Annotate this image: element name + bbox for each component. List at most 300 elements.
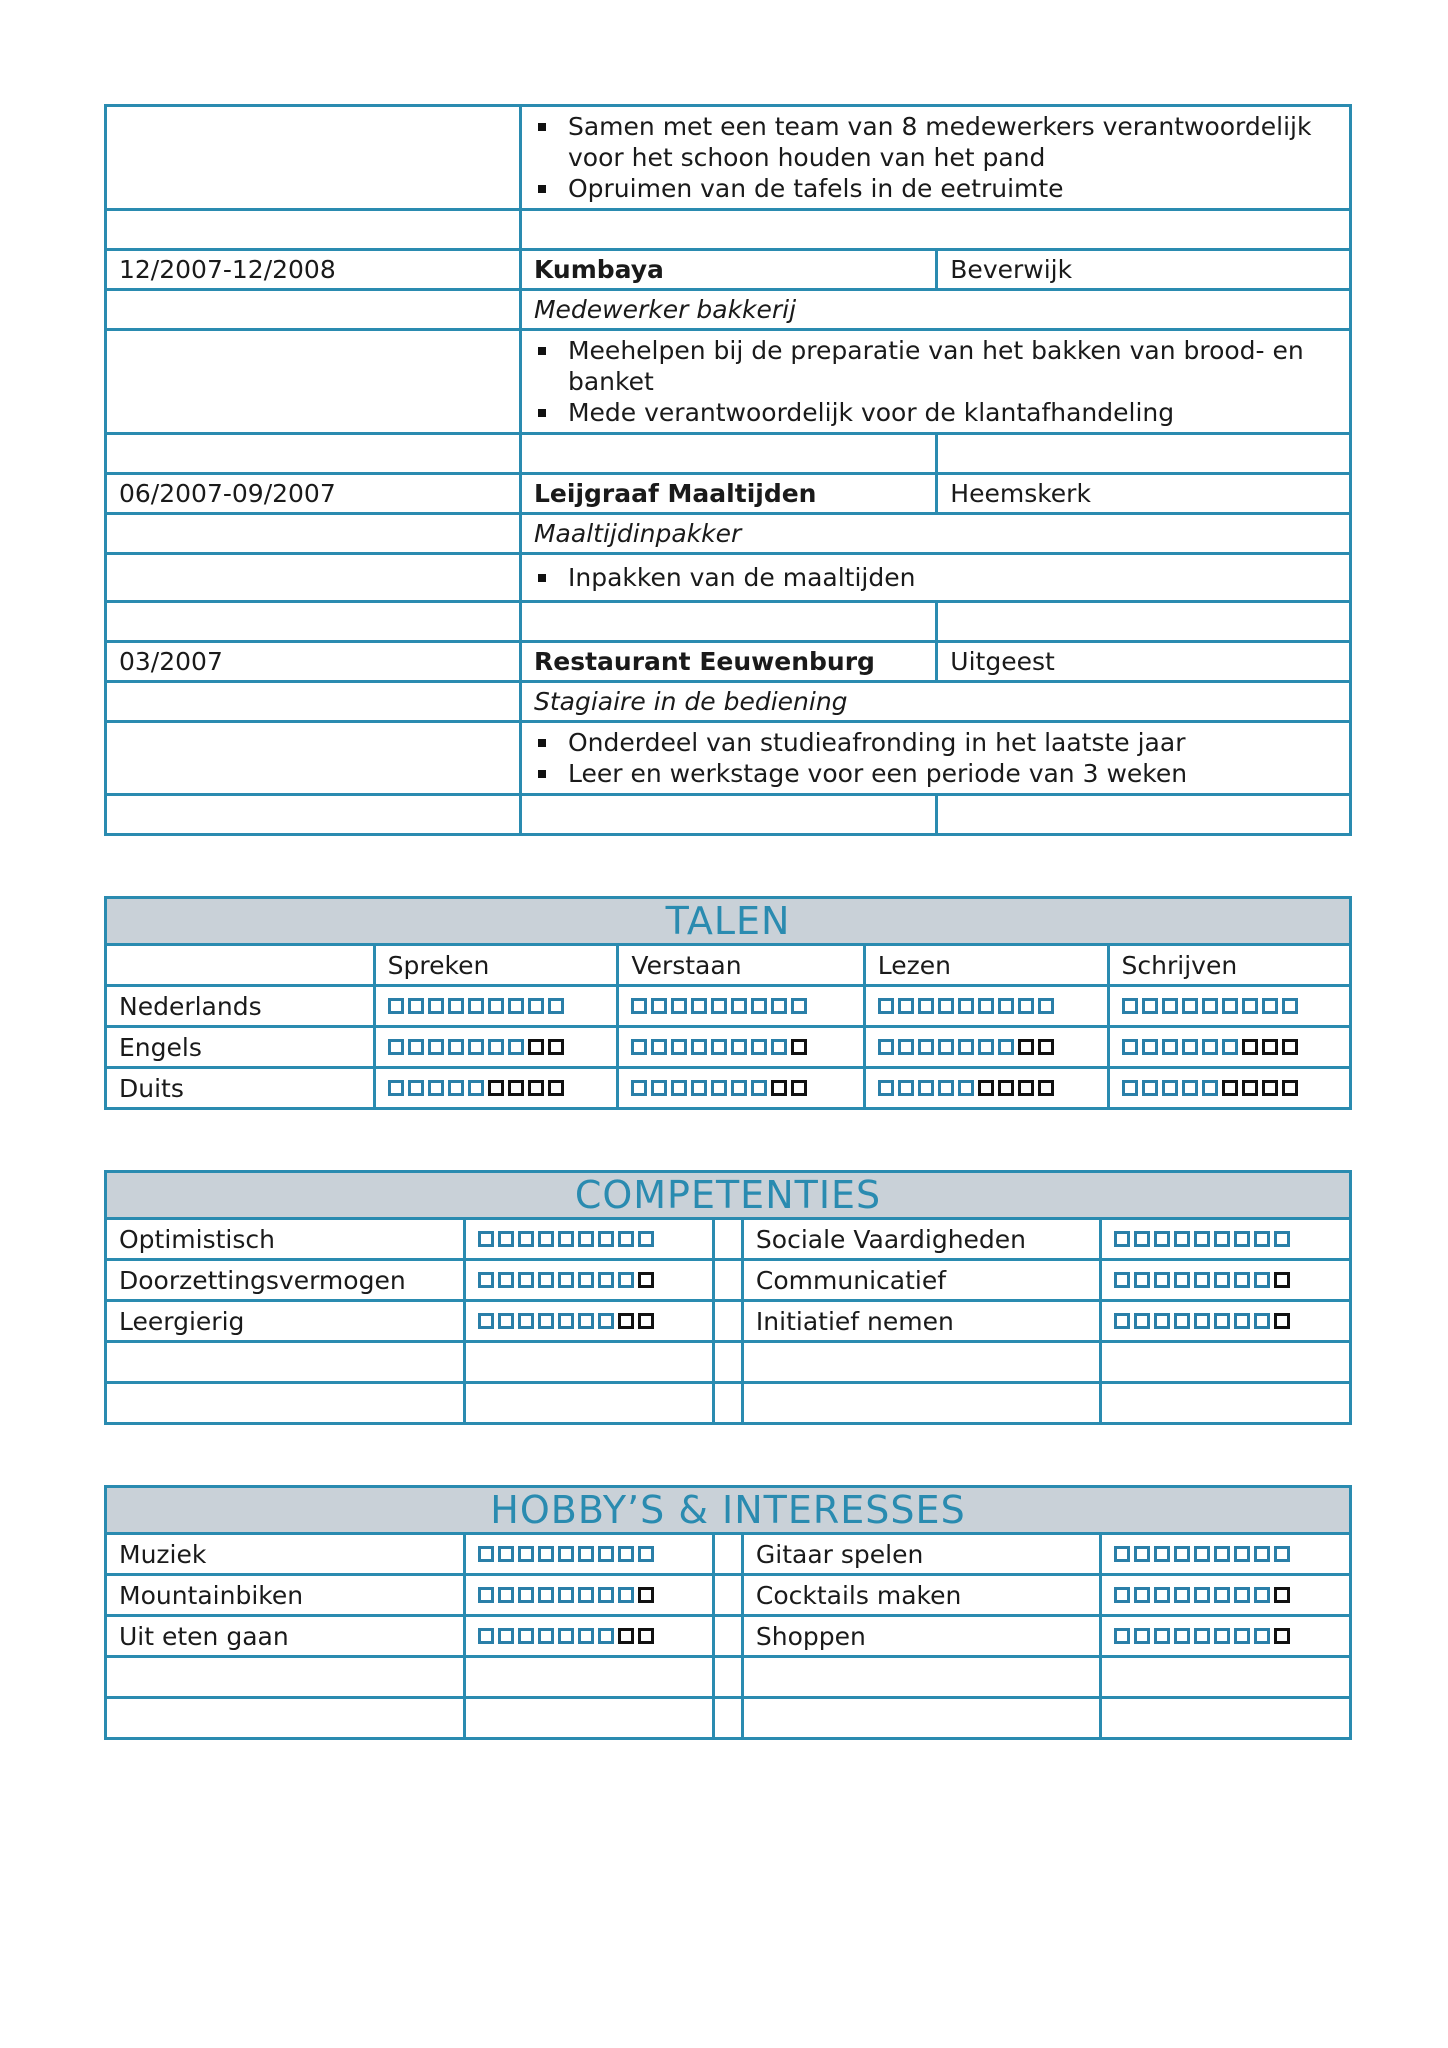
empty-cell xyxy=(1101,1657,1351,1698)
item-name: Gitaar spelen xyxy=(742,1534,1101,1575)
job-role: Medewerker bakkerij xyxy=(520,290,1350,330)
filled-square-icon xyxy=(478,1546,494,1562)
filled-square-icon xyxy=(428,1080,444,1096)
empty-cell xyxy=(1101,1698,1351,1739)
filled-square-icon xyxy=(1222,998,1238,1014)
filled-square-icon xyxy=(671,1080,687,1096)
skill-level-cell xyxy=(1101,1260,1351,1301)
filled-square-icon xyxy=(1134,1628,1150,1644)
item-name: Initiatief nemen xyxy=(742,1301,1101,1342)
task-list xyxy=(534,562,1337,593)
filled-square-icon xyxy=(498,1587,514,1603)
empty-row xyxy=(106,1342,1351,1383)
empty-cell xyxy=(106,602,521,642)
filled-square-icon xyxy=(938,1039,954,1055)
filled-square-icon xyxy=(1274,1546,1290,1562)
filled-square-icon xyxy=(598,1546,614,1562)
filled-square-icon xyxy=(1134,1546,1150,1562)
empty-square-icon xyxy=(771,1080,787,1096)
filled-square-icon xyxy=(478,1628,494,1644)
job-period: 06/2007-09/2007 xyxy=(106,474,521,514)
filled-square-icon xyxy=(1162,1039,1178,1055)
competentie-header-row xyxy=(106,1172,1351,1219)
filled-square-icon xyxy=(538,1313,554,1329)
filled-square-icon xyxy=(1134,1313,1150,1329)
empty-cell xyxy=(742,1698,1101,1739)
filled-square-icon xyxy=(1018,998,1034,1014)
job-tasks xyxy=(520,554,1350,602)
filled-square-icon xyxy=(558,1628,574,1644)
cv-page xyxy=(104,104,1352,1740)
filled-square-icon xyxy=(731,1039,747,1055)
filled-square-icon xyxy=(1214,1231,1230,1247)
job-header-row xyxy=(106,642,1351,682)
skill-rating xyxy=(1122,1080,1337,1096)
filled-square-icon xyxy=(1134,1272,1150,1288)
filled-square-icon xyxy=(1254,1546,1270,1562)
skill-rating xyxy=(388,998,605,1014)
empty-square-icon xyxy=(1274,1628,1290,1644)
empty-cell xyxy=(106,106,521,210)
job-bullets-row xyxy=(106,722,1351,795)
filled-square-icon xyxy=(791,998,807,1014)
filled-square-icon xyxy=(1154,1628,1170,1644)
empty-square-icon xyxy=(528,1080,544,1096)
filled-square-icon xyxy=(1234,1587,1250,1603)
empty-square-icon xyxy=(791,1080,807,1096)
filled-square-icon xyxy=(598,1313,614,1329)
task-list xyxy=(534,335,1337,428)
filled-square-icon xyxy=(751,1080,767,1096)
spacer-row xyxy=(106,602,1351,642)
filled-square-icon xyxy=(638,1546,654,1562)
filled-square-icon xyxy=(1254,1587,1270,1603)
filled-square-icon xyxy=(1234,1313,1250,1329)
filled-square-icon xyxy=(448,1080,464,1096)
filled-square-icon xyxy=(518,1587,534,1603)
filled-square-icon xyxy=(388,1039,404,1055)
filled-square-icon xyxy=(1114,1272,1130,1288)
column-header: Schrijven xyxy=(1108,945,1350,986)
empty-cell xyxy=(106,682,521,722)
empty-square-icon xyxy=(638,1272,654,1288)
language-row xyxy=(106,1068,1351,1109)
filled-square-icon xyxy=(478,1587,494,1603)
filled-square-icon xyxy=(691,1080,707,1096)
task-item: Samen met een team van 8 medewerkers verantwoordelijk voor het schoon houden van het pand xyxy=(568,111,1337,173)
skill-rating xyxy=(631,998,850,1014)
skill-level-cell xyxy=(374,986,618,1027)
job-bullets-row xyxy=(106,330,1351,434)
filled-square-icon xyxy=(518,1272,534,1288)
divider-cell xyxy=(714,1219,743,1260)
skill-level-cell xyxy=(618,1027,864,1068)
empty-cell xyxy=(106,722,521,795)
hobby-header-row xyxy=(106,1487,1351,1534)
filled-square-icon xyxy=(1282,998,1298,1014)
item-name: Shoppen xyxy=(742,1616,1101,1657)
empty-row xyxy=(106,1698,1351,1739)
filled-square-icon xyxy=(478,1272,494,1288)
filled-square-icon xyxy=(751,998,767,1014)
filled-square-icon xyxy=(618,1231,634,1247)
filled-square-icon xyxy=(618,1587,634,1603)
job-role: Maaltijdinpakker xyxy=(520,514,1350,554)
skill-level-cell xyxy=(864,1027,1108,1068)
skill-level-cell xyxy=(618,986,864,1027)
empty-cell xyxy=(714,1383,743,1424)
skill-level-cell xyxy=(1101,1534,1351,1575)
filled-square-icon xyxy=(1194,1628,1210,1644)
task-item: Onderdeel van studieafronding in het laatste jaar xyxy=(568,727,1337,758)
empty-square-icon xyxy=(1274,1272,1290,1288)
filled-square-icon xyxy=(1038,998,1054,1014)
item-name: Cocktails maken xyxy=(742,1575,1101,1616)
empty-cell xyxy=(520,434,936,474)
filled-square-icon xyxy=(1174,1546,1190,1562)
skill-level-cell xyxy=(464,1301,714,1342)
skill-level-cell xyxy=(464,1534,714,1575)
filled-square-icon xyxy=(651,1080,667,1096)
filled-square-icon xyxy=(731,998,747,1014)
task-item: Opruimen van de tafels in de eetruimte xyxy=(568,173,1337,204)
divider-cell xyxy=(714,1534,743,1575)
job-place: Beverwijk xyxy=(937,250,1351,290)
skill-rating xyxy=(1122,1039,1337,1055)
skill-level-cell xyxy=(864,1068,1108,1109)
empty-cell xyxy=(106,795,521,835)
filled-square-icon xyxy=(898,1039,914,1055)
filled-square-icon xyxy=(578,1313,594,1329)
filled-square-icon xyxy=(578,1546,594,1562)
filled-square-icon xyxy=(631,998,647,1014)
filled-square-icon xyxy=(878,1080,894,1096)
filled-square-icon xyxy=(448,998,464,1014)
filled-square-icon xyxy=(1122,1039,1138,1055)
filled-square-icon xyxy=(1214,1313,1230,1329)
filled-square-icon xyxy=(388,998,404,1014)
filled-square-icon xyxy=(498,1546,514,1562)
task-item: Meehelpen bij de preparatie van het bakken van brood- en banket xyxy=(568,335,1337,397)
skill-level-cell xyxy=(1108,986,1350,1027)
task-list xyxy=(534,111,1337,204)
filled-square-icon xyxy=(671,998,687,1014)
filled-square-icon xyxy=(1154,1313,1170,1329)
filled-square-icon xyxy=(1234,1628,1250,1644)
filled-square-icon xyxy=(468,998,484,1014)
empty-square-icon xyxy=(998,1080,1014,1096)
empty-cell xyxy=(106,210,521,250)
filled-square-icon xyxy=(751,1039,767,1055)
filled-square-icon xyxy=(598,1628,614,1644)
job-role: Stagiaire in de bediening xyxy=(520,682,1350,722)
empty-cell xyxy=(106,1657,465,1698)
filled-square-icon xyxy=(408,1039,424,1055)
empty-square-icon xyxy=(638,1313,654,1329)
filled-square-icon xyxy=(958,1039,974,1055)
filled-square-icon xyxy=(1154,1546,1170,1562)
filled-square-icon xyxy=(578,1231,594,1247)
skill-rating xyxy=(1114,1628,1337,1644)
filled-square-icon xyxy=(711,1039,727,1055)
skill-level-cell xyxy=(1108,1068,1350,1109)
empty-cell xyxy=(1101,1383,1351,1424)
divider-cell xyxy=(714,1616,743,1657)
empty-square-icon xyxy=(1282,1039,1298,1055)
filled-square-icon xyxy=(578,1628,594,1644)
filled-square-icon xyxy=(1234,1546,1250,1562)
filled-square-icon xyxy=(651,1039,667,1055)
empty-square-icon xyxy=(528,1039,544,1055)
filled-square-icon xyxy=(408,998,424,1014)
filled-square-icon xyxy=(918,998,934,1014)
job-tasks xyxy=(520,106,1350,210)
filled-square-icon xyxy=(918,1080,934,1096)
filled-square-icon xyxy=(1262,998,1278,1014)
talen-table xyxy=(104,896,1352,1110)
job-place: Uitgeest xyxy=(937,642,1351,682)
filled-square-icon xyxy=(771,1039,787,1055)
filled-square-icon xyxy=(938,1080,954,1096)
item-name: Leergierig xyxy=(106,1301,465,1342)
empty-cell xyxy=(520,602,936,642)
skill-rating xyxy=(878,1039,1095,1055)
empty-square-icon xyxy=(638,1587,654,1603)
filled-square-icon xyxy=(1214,1587,1230,1603)
job-bullets-row xyxy=(106,106,1351,210)
filled-square-icon xyxy=(618,1546,634,1562)
filled-square-icon xyxy=(1254,1628,1270,1644)
empty-square-icon xyxy=(618,1313,634,1329)
filled-square-icon xyxy=(1194,1587,1210,1603)
filled-square-icon xyxy=(1214,1546,1230,1562)
filled-square-icon xyxy=(898,998,914,1014)
skill-level-cell xyxy=(374,1027,618,1068)
filled-square-icon xyxy=(1242,998,1258,1014)
empty-cell xyxy=(937,434,1351,474)
filled-square-icon xyxy=(1274,1231,1290,1247)
task-list xyxy=(534,727,1337,789)
skill-rating xyxy=(478,1546,701,1562)
column-header: Spreken xyxy=(374,945,618,986)
empty-cell xyxy=(937,795,1351,835)
filled-square-icon xyxy=(508,1039,524,1055)
filled-square-icon xyxy=(1202,998,1218,1014)
item-name: Muziek xyxy=(106,1534,465,1575)
skill-level-cell xyxy=(1101,1219,1351,1260)
empty-square-icon xyxy=(548,1080,564,1096)
skill-rating xyxy=(1114,1231,1337,1247)
job-bullets-row xyxy=(106,554,1351,602)
language-name: Duits xyxy=(106,1068,375,1109)
empty-square-icon xyxy=(1038,1080,1054,1096)
skill-rating xyxy=(878,1080,1095,1096)
filled-square-icon xyxy=(1214,1272,1230,1288)
skill-rating xyxy=(1114,1587,1337,1603)
empty-square-icon xyxy=(1242,1080,1258,1096)
skill-rating xyxy=(478,1313,701,1329)
filled-square-icon xyxy=(1182,1080,1198,1096)
empty-square-icon xyxy=(1018,1039,1034,1055)
filled-square-icon xyxy=(468,1080,484,1096)
filled-square-icon xyxy=(1194,1313,1210,1329)
filled-square-icon xyxy=(1154,1272,1170,1288)
empty-square-icon xyxy=(1262,1080,1278,1096)
filled-square-icon xyxy=(518,1231,534,1247)
filled-square-icon xyxy=(1174,1231,1190,1247)
job-company: Restaurant Eeuwenburg xyxy=(520,642,936,682)
empty-cell xyxy=(742,1657,1101,1698)
filled-square-icon xyxy=(598,1272,614,1288)
task-item: Inpakken van de maaltijden xyxy=(568,562,1337,593)
filled-square-icon xyxy=(638,1231,654,1247)
empty-cell xyxy=(464,1657,714,1698)
filled-square-icon xyxy=(731,1080,747,1096)
hobby-row xyxy=(106,1534,1351,1575)
filled-square-icon xyxy=(958,1080,974,1096)
job-tasks xyxy=(520,722,1350,795)
empty-cell xyxy=(106,514,521,554)
hobby-row xyxy=(106,1616,1351,1657)
empty-square-icon xyxy=(1018,1080,1034,1096)
empty-cell xyxy=(106,1342,465,1383)
filled-square-icon xyxy=(1174,1628,1190,1644)
empty-square-icon xyxy=(618,1628,634,1644)
filled-square-icon xyxy=(711,998,727,1014)
filled-square-icon xyxy=(538,1546,554,1562)
job-role-row xyxy=(106,514,1351,554)
skill-rating xyxy=(478,1628,701,1644)
filled-square-icon xyxy=(938,998,954,1014)
filled-square-icon xyxy=(538,1628,554,1644)
filled-square-icon xyxy=(958,998,974,1014)
empty-square-icon xyxy=(488,1080,504,1096)
filled-square-icon xyxy=(631,1080,647,1096)
empty-cell xyxy=(714,1698,743,1739)
skill-level-cell xyxy=(1108,1027,1350,1068)
task-item: Leer en werkstage voor een periode van 3 weken xyxy=(568,758,1337,789)
job-period: 12/2007-12/2008 xyxy=(106,250,521,290)
filled-square-icon xyxy=(1254,1272,1270,1288)
section-title: COMPETENTIES xyxy=(106,1172,1351,1219)
empty-row xyxy=(106,1383,1351,1424)
skill-level-cell xyxy=(618,1068,864,1109)
filled-square-icon xyxy=(558,1313,574,1329)
filled-square-icon xyxy=(1182,998,1198,1014)
item-name: Mountainbiken xyxy=(106,1575,465,1616)
filled-square-icon xyxy=(1114,1628,1130,1644)
section-title: HOBBY’S & INTERESSES xyxy=(106,1487,1351,1534)
hobby-row xyxy=(106,1575,1351,1616)
filled-square-icon xyxy=(428,1039,444,1055)
filled-square-icon xyxy=(1114,1231,1130,1247)
item-name: Uit eten gaan xyxy=(106,1616,465,1657)
filled-square-icon xyxy=(618,1272,634,1288)
filled-square-icon xyxy=(1202,1039,1218,1055)
filled-square-icon xyxy=(1142,1039,1158,1055)
job-period: 03/2007 xyxy=(106,642,521,682)
skill-level-cell xyxy=(464,1575,714,1616)
skill-level-cell xyxy=(864,986,1108,1027)
spacer-row xyxy=(106,434,1351,474)
empty-cell xyxy=(106,290,521,330)
job-role-row xyxy=(106,682,1351,722)
job-header-row xyxy=(106,474,1351,514)
empty-row xyxy=(106,1657,1351,1698)
filled-square-icon xyxy=(998,1039,1014,1055)
filled-square-icon xyxy=(898,1080,914,1096)
filled-square-icon xyxy=(671,1039,687,1055)
filled-square-icon xyxy=(558,1587,574,1603)
skill-level-cell xyxy=(1101,1301,1351,1342)
filled-square-icon xyxy=(1222,1039,1238,1055)
filled-square-icon xyxy=(498,1272,514,1288)
filled-square-icon xyxy=(448,1039,464,1055)
filled-square-icon xyxy=(598,1587,614,1603)
filled-square-icon xyxy=(1154,1231,1170,1247)
filled-square-icon xyxy=(538,1231,554,1247)
section-title: TALEN xyxy=(106,898,1351,945)
skill-rating xyxy=(478,1231,701,1247)
empty-square-icon xyxy=(1274,1313,1290,1329)
empty-cell xyxy=(106,1698,465,1739)
empty-cell xyxy=(106,554,521,602)
empty-cell xyxy=(714,1342,743,1383)
filled-square-icon xyxy=(498,1231,514,1247)
item-name: Doorzettingsvermogen xyxy=(106,1260,465,1301)
skill-level-cell xyxy=(464,1616,714,1657)
competentie-row xyxy=(106,1260,1351,1301)
empty-cell xyxy=(937,602,1351,642)
filled-square-icon xyxy=(1234,1272,1250,1288)
job-company: Leijgraaf Maaltijden xyxy=(520,474,936,514)
job-company: Kumbaya xyxy=(520,250,936,290)
skill-rating xyxy=(388,1039,605,1055)
empty-cell xyxy=(714,1657,743,1698)
filled-square-icon xyxy=(518,1546,534,1562)
task-item: Mede verantwoordelijk voor de klantafhandeling xyxy=(568,397,1337,428)
filled-square-icon xyxy=(558,1231,574,1247)
filled-square-icon xyxy=(1134,1231,1150,1247)
empty-cell xyxy=(742,1342,1101,1383)
filled-square-icon xyxy=(1174,1272,1190,1288)
filled-square-icon xyxy=(468,1039,484,1055)
filled-square-icon xyxy=(558,1546,574,1562)
empty-cell xyxy=(106,945,375,986)
filled-square-icon xyxy=(488,1039,504,1055)
empty-cell xyxy=(520,795,936,835)
filled-square-icon xyxy=(998,998,1014,1014)
filled-square-icon xyxy=(428,998,444,1014)
filled-square-icon xyxy=(1114,1313,1130,1329)
filled-square-icon xyxy=(978,1039,994,1055)
filled-square-icon xyxy=(1202,1080,1218,1096)
item-name: Communicatief xyxy=(742,1260,1101,1301)
filled-square-icon xyxy=(478,1313,494,1329)
empty-square-icon xyxy=(1242,1039,1258,1055)
job-place: Heemskerk xyxy=(937,474,1351,514)
divider-cell xyxy=(714,1301,743,1342)
filled-square-icon xyxy=(1254,1231,1270,1247)
filled-square-icon xyxy=(651,998,667,1014)
skill-level-cell xyxy=(464,1219,714,1260)
filled-square-icon xyxy=(518,1313,534,1329)
filled-square-icon xyxy=(1162,998,1178,1014)
job-tasks xyxy=(520,330,1350,434)
filled-square-icon xyxy=(558,1272,574,1288)
filled-square-icon xyxy=(918,1039,934,1055)
filled-square-icon xyxy=(1234,1231,1250,1247)
